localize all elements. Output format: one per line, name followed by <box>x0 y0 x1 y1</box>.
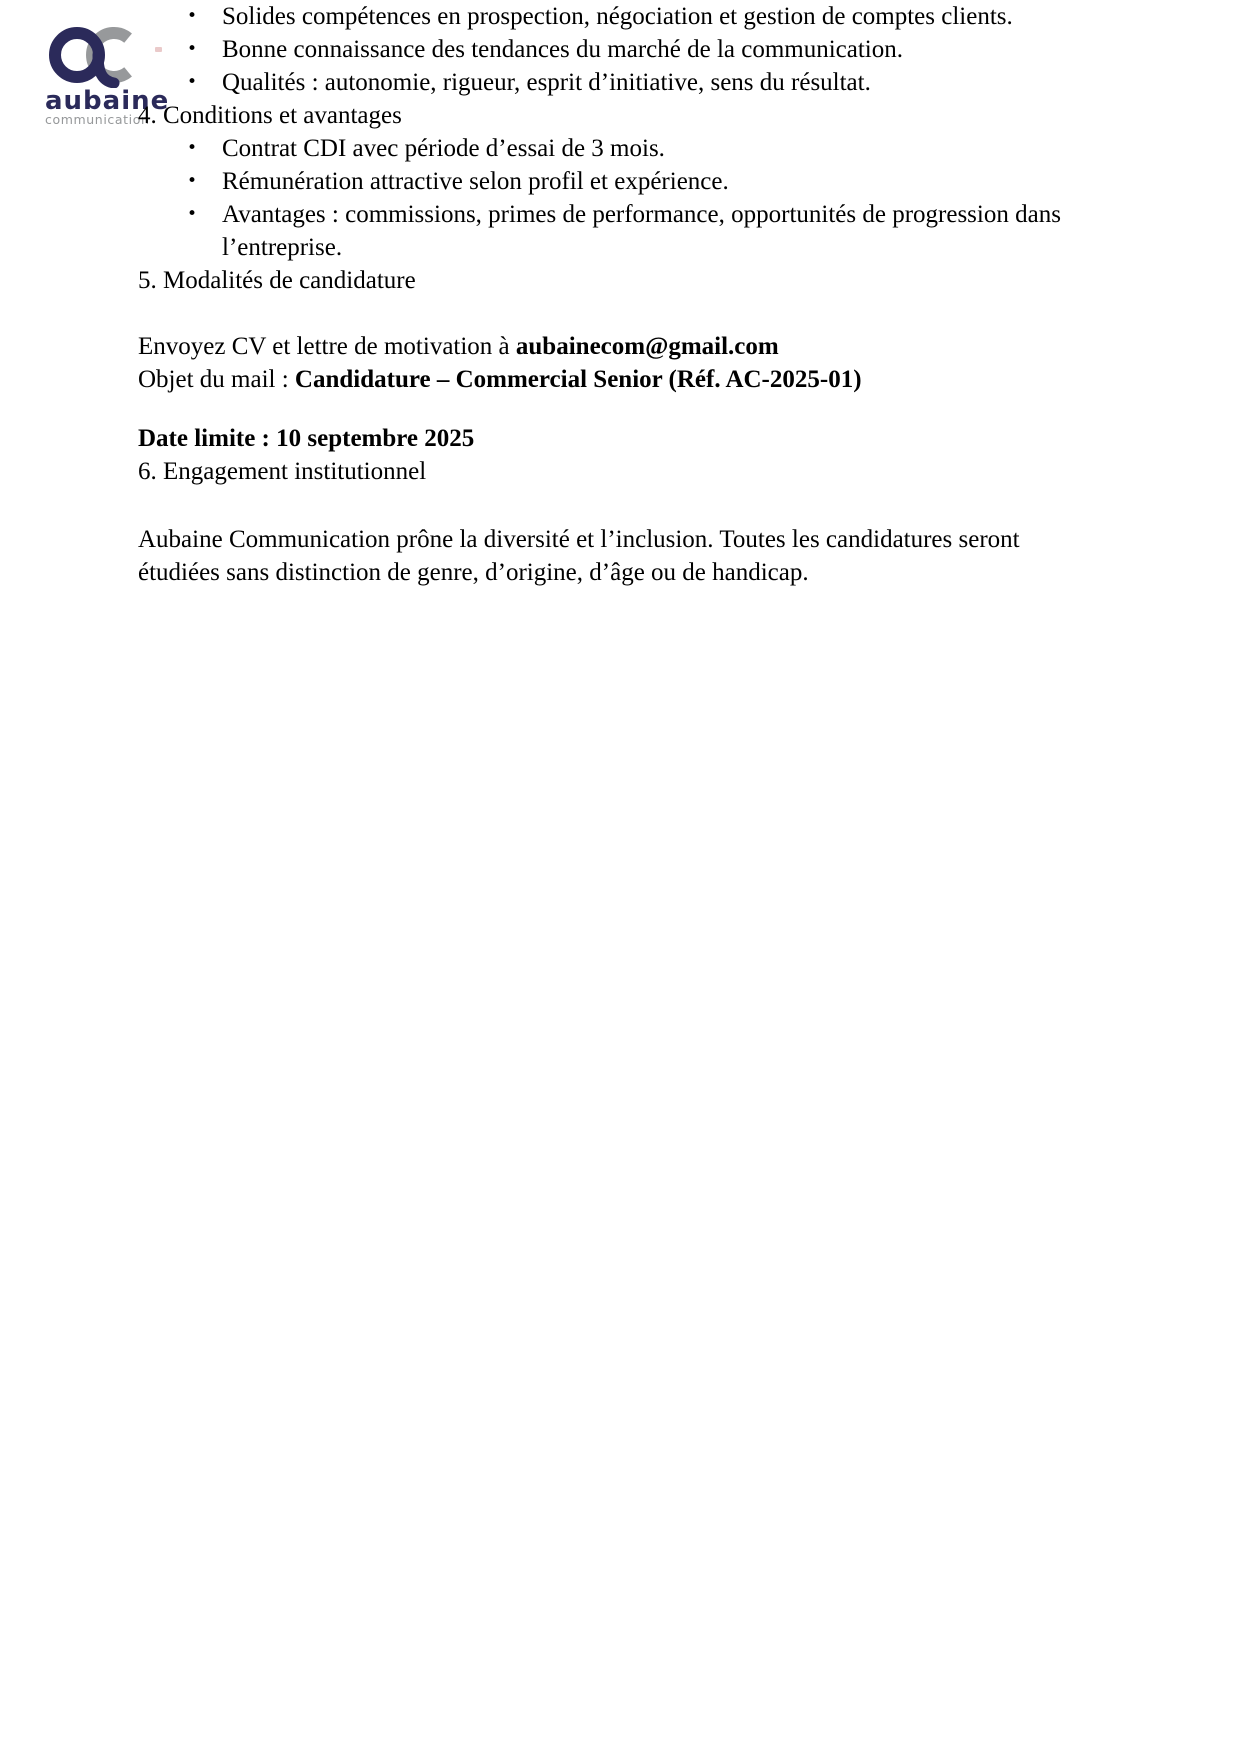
list-item-text: Qualités : autonomie, rigueur, esprit d’initiative, sens du résultat. <box>222 69 871 96</box>
list-item <box>138 33 1103 66</box>
logo-tagline: communication <box>45 112 150 127</box>
section-5-heading: 5. Modalités de candidature <box>138 267 416 294</box>
apply-email: aubainecom@gmail.com <box>515 333 779 360</box>
diversity-statement: Aubaine Communication prône la diversité et l’inclusion. Toutes les candidatures seront étudiées sans distinction de genre, d’origine, d’âge ou de handicap. <box>138 526 1020 586</box>
list-item <box>138 66 1103 99</box>
subject-text: Objet du mail : <box>138 366 295 393</box>
bullet-icon: • <box>187 72 198 92</box>
bullet-icon: • <box>187 6 198 26</box>
section-6-heading: 6. Engagement institutionnel <box>138 458 427 485</box>
bullet-icon: • <box>187 39 198 59</box>
bullet-icon: • <box>187 171 198 191</box>
bullet-icon: • <box>187 204 198 224</box>
section-4-heading: 4. Conditions et avantages <box>138 102 402 129</box>
bullet-icon: • <box>187 138 198 158</box>
subject-value: Candidature – Commercial Senior (Réf. AC-2025-01) <box>294 366 862 393</box>
ac-monogram-icon <box>45 22 145 88</box>
list-item <box>138 132 1103 165</box>
list-item-text: Rémunération attractive selon profil et expérience. <box>222 168 729 195</box>
logo-wordmark: aubaine <box>45 86 170 116</box>
list-item-text: Bonne connaissance des tendances du marché de la communication. <box>222 36 904 63</box>
list-item <box>138 0 1103 33</box>
list-item-text: Avantages : commissions, primes de performance, opportunités de progression dans l’entreprise. <box>222 201 1061 261</box>
deadline-line: Date limite : 10 septembre 2025 <box>138 425 475 452</box>
apply-text: Envoyez CV et lettre de motivation à <box>138 333 516 360</box>
document-content <box>138 0 1103 589</box>
list-item <box>138 198 1103 264</box>
conditions-list <box>138 132 1103 264</box>
list-item-text: Solides compétences en prospection, négociation et gestion de comptes clients. <box>222 3 1013 30</box>
list-item-text: Contrat CDI avec période d’essai de 3 mois. <box>222 135 665 162</box>
requirements-list <box>138 0 1103 99</box>
list-item <box>138 165 1103 198</box>
application-instructions <box>138 330 1103 396</box>
